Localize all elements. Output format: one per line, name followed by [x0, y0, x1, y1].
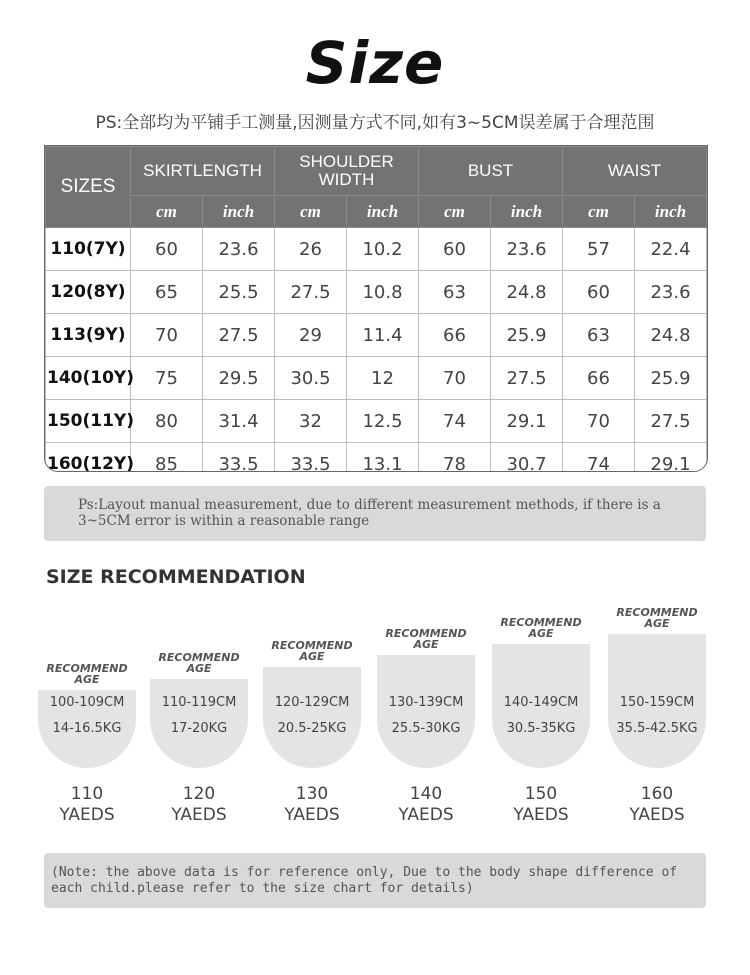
measurement-cell: 74	[563, 443, 635, 473]
recommend-age-label	[377, 628, 475, 650]
weight-range: 17-20KG	[170, 721, 228, 736]
age-size-label	[608, 784, 706, 826]
age-size-unit: YAEDS	[59, 805, 115, 825]
measurement-cell: 33.5	[275, 443, 347, 473]
measurement-cell: 32	[275, 400, 347, 443]
age-size-number: 110	[70, 784, 104, 804]
measurement-cell: 23.6	[491, 228, 563, 271]
recommend-age-label	[38, 663, 136, 685]
measurement-cell: 63	[419, 271, 491, 314]
measurement-cell: 80	[131, 400, 203, 443]
age-size-unit: YAEDS	[171, 805, 227, 825]
measurement-cell: 70	[563, 400, 635, 443]
recommend-label-line1: RECOMMEND	[385, 627, 467, 640]
age-size-number: 140	[409, 784, 443, 804]
weight-range: 35.5-42.5KG	[616, 721, 698, 736]
unit-inch: inch	[491, 196, 563, 228]
recommend-label-line2: AGE	[186, 662, 212, 675]
measurement-cell: 24.8	[635, 314, 707, 357]
unit-inch: inch	[203, 196, 275, 228]
measurement-cell: 12.5	[347, 400, 419, 443]
size-cell: 150(11Y)	[46, 400, 131, 443]
measurement-note-english	[44, 486, 706, 541]
measurement-cell: 27.5	[635, 400, 707, 443]
measurement-cell: 74	[419, 400, 491, 443]
measurement-note-chinese: PS:全部均为平铺手工测量,因测量方式不同,如有3~5CM误差属于合理范围	[95, 113, 655, 133]
recommend-label-line1: RECOMMEND	[158, 651, 240, 664]
age-size-unit: YAEDS	[629, 805, 685, 825]
page-title: Size	[305, 29, 445, 97]
measurement-cell: 23.6	[203, 228, 275, 271]
header-shoulder-width: SHOULDER WIDTH	[275, 147, 419, 196]
recommendation-badge	[38, 690, 136, 768]
measurement-cell: 23.6	[635, 271, 707, 314]
measurement-cell: 22.4	[635, 228, 707, 271]
measurement-cell: 25.9	[491, 314, 563, 357]
age-size-unit: YAEDS	[398, 805, 454, 825]
weight-range: 14-16.5KG	[52, 721, 122, 736]
size-cell: 160(12Y)	[46, 443, 131, 473]
height-range: 140-149CM	[503, 695, 579, 710]
unit-cm: cm	[131, 196, 203, 228]
measurement-cell: 85	[131, 443, 203, 473]
height-range: 130-139CM	[388, 695, 464, 710]
measurement-cell: 63	[563, 314, 635, 357]
measurement-cell: 70	[419, 357, 491, 400]
recommend-age-label	[492, 617, 590, 639]
age-size-unit: YAEDS	[513, 805, 569, 825]
size-cell: 113(9Y)	[46, 314, 131, 357]
age-size-label	[377, 784, 475, 826]
measurement-cell: 27.5	[275, 271, 347, 314]
age-size-label	[263, 784, 361, 826]
recommend-label-line1: RECOMMEND	[616, 606, 698, 619]
recommendation-badge	[492, 644, 590, 768]
age-size-label	[492, 784, 590, 826]
recommend-age-label	[263, 640, 361, 662]
measurement-cell: 30.5	[275, 357, 347, 400]
age-size-number: 120	[182, 784, 216, 804]
measurement-cell: 13.1	[347, 443, 419, 473]
weight-range: 20.5-25KG	[277, 721, 347, 736]
recommendation-badge	[263, 667, 361, 768]
recommend-label-line2: AGE	[299, 650, 325, 663]
measurement-cell: 29.1	[635, 443, 707, 473]
measurement-cell: 65	[131, 271, 203, 314]
age-size-number: 130	[295, 784, 329, 804]
table-row	[46, 271, 707, 314]
age-size-number: 150	[524, 784, 558, 804]
measurement-cell: 26	[275, 228, 347, 271]
header-sizes: SIZES	[46, 147, 131, 228]
unit-cm: cm	[563, 196, 635, 228]
recommend-label-line1: RECOMMEND	[500, 616, 582, 629]
measurement-cell: 29	[275, 314, 347, 357]
measurement-cell: 70	[131, 314, 203, 357]
recommendation-badge	[608, 634, 706, 768]
table-row	[46, 400, 707, 443]
measurement-cell: 10.2	[347, 228, 419, 271]
unit-inch: inch	[347, 196, 419, 228]
recommend-label-line2: AGE	[644, 617, 670, 630]
table-row	[46, 314, 707, 357]
age-size-unit: YAEDS	[284, 805, 340, 825]
age-size-label	[38, 784, 136, 826]
recommendation-badge	[150, 679, 248, 768]
table-row	[46, 357, 707, 400]
measurement-cell: 60	[131, 228, 203, 271]
measurement-cell: 10.8	[347, 271, 419, 314]
height-range: 110-119CM	[161, 695, 237, 710]
age-size-number: 160	[640, 784, 674, 804]
table-row	[46, 228, 707, 271]
measurement-cell: 66	[563, 357, 635, 400]
recommend-label-line2: AGE	[74, 673, 100, 686]
weight-range: 30.5-35KG	[506, 721, 576, 736]
measurement-cell: 60	[419, 228, 491, 271]
measurement-cell: 11.4	[347, 314, 419, 357]
size-cell: 120(8Y)	[46, 271, 131, 314]
recommend-age-label	[150, 652, 248, 674]
measurement-cell: 33.5	[203, 443, 275, 473]
measurement-cell: 30.7	[491, 443, 563, 473]
measurement-cell: 57	[563, 228, 635, 271]
header-skirt-length: SKIRTLENGTH	[131, 147, 275, 196]
measurement-cell: 12	[347, 357, 419, 400]
header-bust: BUST	[419, 147, 563, 196]
age-size-label	[150, 784, 248, 826]
size-recommendation-title: SIZE RECOMMENDATION	[46, 566, 306, 588]
recommend-label-line1: RECOMMEND	[271, 639, 353, 652]
recommend-label-line2: AGE	[528, 627, 554, 640]
measurement-cell: 27.5	[491, 357, 563, 400]
height-range: 150-159CM	[619, 695, 695, 710]
recommend-label-line2: AGE	[413, 638, 439, 651]
measurement-cell: 27.5	[203, 314, 275, 357]
header-waist: WAIST	[563, 147, 707, 196]
recommend-age-label	[608, 607, 706, 629]
measurement-cell: 78	[419, 443, 491, 473]
size-table-container	[44, 145, 708, 472]
measurement-cell: 24.8	[491, 271, 563, 314]
measurement-cell: 29.1	[491, 400, 563, 443]
unit-cm: cm	[419, 196, 491, 228]
measurement-cell: 25.9	[635, 357, 707, 400]
size-cell: 110(7Y)	[46, 228, 131, 271]
size-cell: 140(10Y)	[46, 357, 131, 400]
measurement-cell: 29.5	[203, 357, 275, 400]
measurement-cell: 31.4	[203, 400, 275, 443]
height-range: 100-109CM	[49, 695, 125, 710]
measurement-cell: 66	[419, 314, 491, 357]
measurement-cell: 60	[563, 271, 635, 314]
measurement-cell: 25.5	[203, 271, 275, 314]
measurement-cell: 75	[131, 357, 203, 400]
unit-inch: inch	[635, 196, 707, 228]
table-row	[46, 443, 707, 473]
recommend-label-line1: RECOMMEND	[46, 662, 128, 675]
size-table	[45, 146, 707, 472]
recommendation-badge	[377, 655, 475, 768]
unit-cm: cm	[275, 196, 347, 228]
reference-note-text: (Note: the above data is for reference only, Due to the body shape difference of each child.please refer to the size chart for details)	[51, 865, 678, 896]
measurement-note-text: Ps:Layout manual measurement, due to different measurement methods, if there is a 3~5CM error is within a reasonable range	[78, 497, 661, 529]
reference-note	[44, 853, 706, 908]
height-range: 120-129CM	[274, 695, 350, 710]
weight-range: 25.5-30KG	[391, 721, 461, 736]
